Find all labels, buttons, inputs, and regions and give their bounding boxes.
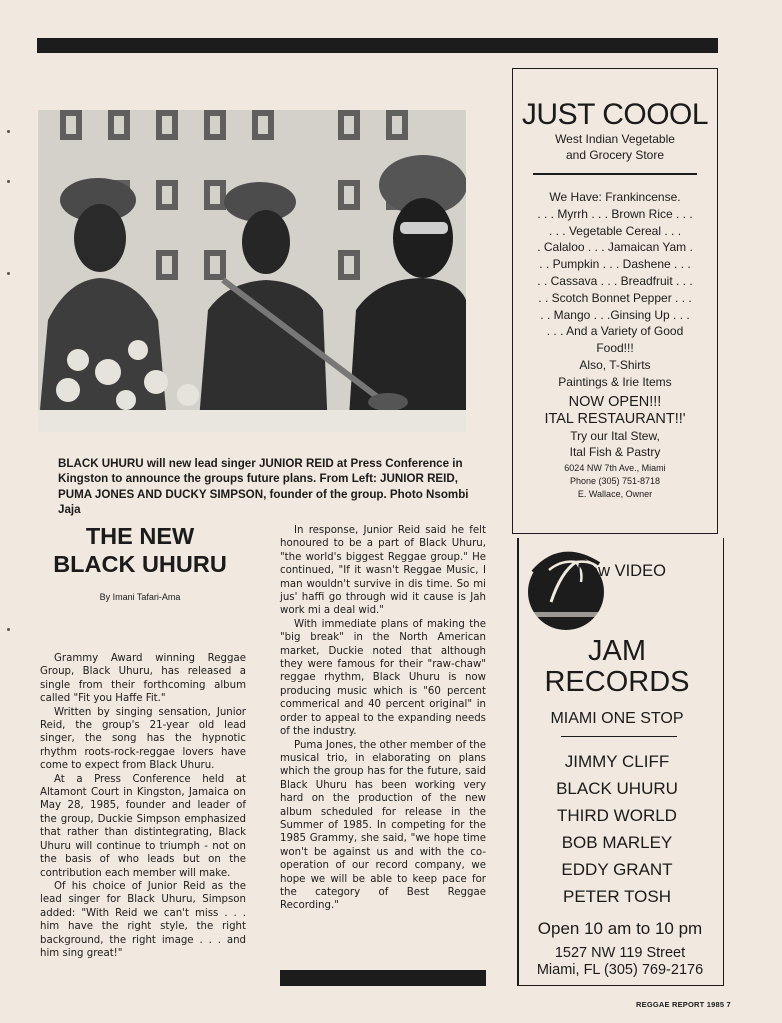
- just-coool-advertisement: [512, 68, 718, 534]
- owner-line: E. Wallace, Owner: [577, 488, 653, 499]
- product-line: . . . Myrrh . . . Brown Rice . . .: [537, 206, 693, 221]
- artist-name: EDDY GRANT: [561, 860, 673, 879]
- product-line: . . Scotch Bonnet Pepper . . .: [538, 290, 692, 305]
- menu-line: Ital Fish & Pastry: [569, 444, 661, 459]
- ad-title: JUST COOOL: [521, 98, 709, 131]
- tagline: MIAMI ONE STOP: [550, 710, 684, 727]
- product-line: . . . Vegetable Cereal . . .: [548, 223, 682, 238]
- paragraph: Grammy Award winning Reggae Group, Black Uhuru, has released a single from their forthcoming album called "Fit you Haffe Fit.": [40, 653, 246, 705]
- store-address-line: 1527 NW 119 Street: [554, 945, 686, 961]
- store-hours: Open 10 am to 10 pm: [537, 919, 703, 938]
- paragraph: Of his choice of Junior Reid as the lead singer for Black Uhuru, Simpson added: "With Reid we can't miss . . . him have the right style, the right background, the right image . . . and him sing great!": [40, 880, 246, 959]
- menu-text: [513, 428, 717, 460]
- product-line: Also, T-Shirts: [579, 357, 651, 372]
- menu-line: Try our Ital Stew,: [570, 428, 660, 443]
- paragraph: At a Press Conference held at Altamont Court in Kingston, Jamaica on May 28, 1985, founder and leader of the group, Duckie Simpson emphasized that rather than distintegrating, Black Uhuru will continue to triumph - not on the basis of who leads but on the contribution each member will make.: [40, 773, 246, 879]
- top-rule-bar: [37, 38, 718, 53]
- palm-tree-globe-icon: [521, 542, 611, 630]
- product-line: . . Mango . . .Ginsing Up . . .: [540, 307, 690, 322]
- product-line: . . Pumpkin . . . Dashene . . .: [539, 257, 691, 272]
- paragraph: In response, Junior Reid said he felt honoured to be a part of Black Uhuru, "the world's biggest Reggae group." He continued, "If it wasn't Reggae Music, I man wouldn't survive in dis time. So mi jus' haffi go through wid it cause is Jah work mi a deal wid.": [280, 525, 486, 617]
- store-name-line-2: RECORDS: [544, 666, 690, 698]
- artist-name: JIMMY CLIFF: [564, 752, 670, 771]
- ad-subtitle: and Grocery Store: [565, 148, 665, 162]
- phone-line: Phone (305) 751-8718: [569, 475, 661, 486]
- store-name: [517, 636, 717, 698]
- article-column-2: [280, 524, 486, 913]
- paragraph: Puma Jones, the other member of the musical trio, in elaborating on plans which the group has for the future, said Black Uhuru has been working very hard on the production of the new album scheduled for release in the Summer of 1985. In competing for the 1985 Grammy, she said, "we hope time won't be against us and with the co-operation of our record company, we hope we will be able to keep pace for the category of Best Reggae Recording.": [280, 739, 486, 912]
- ad-subtitle: West Indian Vegetable: [555, 132, 675, 146]
- product-list: [513, 189, 717, 391]
- now-video-text: Now VIDEO: [577, 562, 666, 580]
- divider: [561, 736, 677, 737]
- headline-line-2: BLACK UHURU: [53, 551, 227, 577]
- product-line: . . . And a Variety of Good: [546, 324, 684, 339]
- now-open-text: [513, 394, 717, 428]
- store-address: [513, 462, 717, 501]
- byline: By Imani Tafari-Ama: [99, 592, 181, 602]
- artist-name: BOB MARLEY: [561, 833, 673, 852]
- paragraph: Written by singing sensation, Junior Reid, the group's 21-year old lead singer, the song has the hypnotic rhythm roots-rock-reggae lovers have come to expect from Black Uhuru.: [40, 706, 246, 772]
- product-line: Paintings & Irie Items: [558, 374, 672, 389]
- artist-list: [517, 748, 717, 910]
- store-city-phone: Miami, FL (305) 769-2176: [536, 962, 704, 978]
- artist-name: PETER TOSH: [562, 887, 671, 906]
- product-line: . . Cassava . . . Breadfruit . . .: [537, 273, 693, 288]
- jam-records-advertisement: [517, 538, 724, 986]
- product-line: Food!!!: [596, 341, 634, 356]
- bottom-rule-bar: [280, 970, 486, 986]
- paragraph: With immediate plans of making the "big break" in the North American market, Duckie noted that although they were famous for their "raw-chaw" reggae rhythm, Black Uhuru is now producing music which is "60 percent commerical and 40 percent original" in order to appeal to the expanding needs of the industry.: [280, 618, 486, 738]
- photo-caption: BLACK UHURU will new lead singer JUNIOR REID at Press Conference in Kingston to announce the groups future plans. From Left: JUNIOR REID, PUMA JONES AND DUCKY SIMPSON, founder of the group. Photo Nsombi Jaja: [58, 457, 469, 516]
- divider: [533, 173, 697, 175]
- artist-name: THIRD WORLD: [557, 806, 677, 825]
- article-column-1: [40, 652, 246, 960]
- press-conference-photo: [38, 110, 466, 432]
- page-folio: REGGAE REPORT 1985 7: [636, 1000, 731, 1009]
- ital-restaurant-line: ITAL RESTAURANT!!': [544, 410, 686, 427]
- now-open-line: NOW OPEN!!!: [568, 393, 662, 410]
- article-headline: [40, 522, 240, 578]
- product-line: . Calaloo . . . Jamaican Yam .: [537, 240, 693, 255]
- store-name-line-1: JAM: [588, 635, 646, 667]
- product-line: We Have: Frankincense.: [549, 190, 681, 204]
- headline-line-1: THE NEW: [85, 523, 195, 549]
- address-line: 6024 NW 7th Ave., Miami: [564, 462, 666, 473]
- artist-name: BLACK UHURU: [556, 779, 678, 798]
